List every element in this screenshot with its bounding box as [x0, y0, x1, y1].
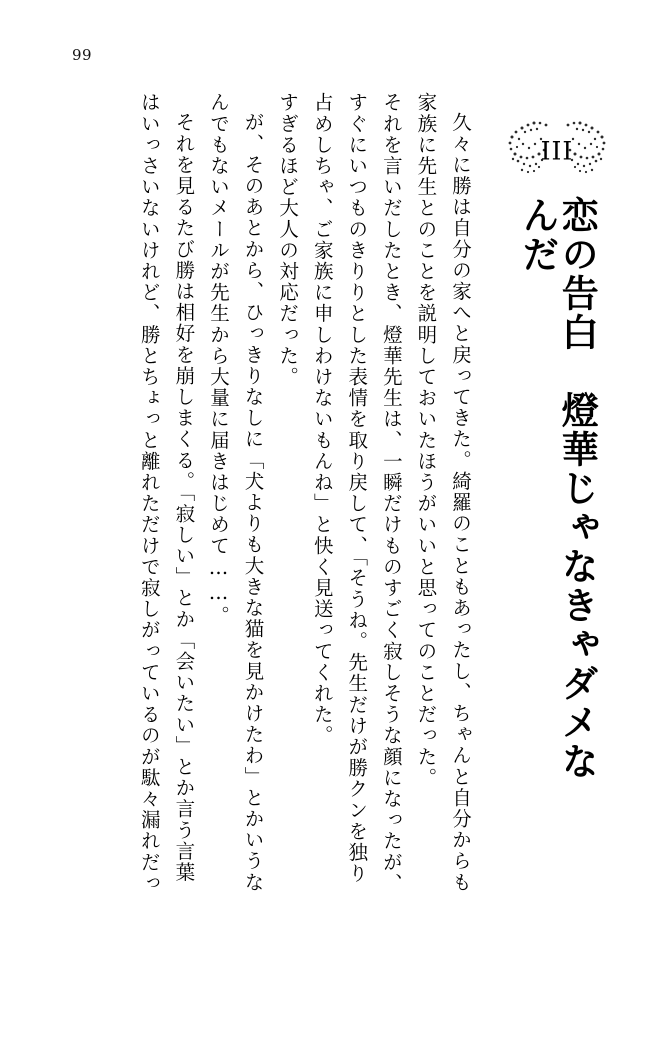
butterfly-icon — [492, 114, 622, 188]
text-column: それを見るたび勝は相好を崩しまくる。「寂しい」とか「会いたい」とか言う言葉 — [172, 112, 196, 883]
text-column: んでもないメールが先生から大量に届きはじめて……。 — [206, 92, 230, 627]
body-text — [130, 92, 476, 1020]
page-number: 99 — [72, 46, 93, 64]
chapter-title: 恋の告白 燈華じゃなきゃダメなんだ — [516, 196, 600, 781]
text-column: 占めしちゃ、ご家族に申しわけないもんね」と快く見送ってくれた。 — [310, 92, 334, 747]
text-column: が、そのあとから、ひっきりなしに「犬よりも大きな猫を見かけたわ」とかいうな — [241, 112, 265, 893]
text-column: 久々に勝は自分の家へと戻ってきた。綺羅のこともあったし、ちゃんと自分からも — [449, 112, 472, 893]
chapter-numeral: III — [540, 136, 574, 166]
page-content — [40, 92, 632, 1020]
chapter-header — [482, 92, 632, 816]
text-column: それを言いだしたとき、燈華先生は、一瞬だけものすごく寂しそうな顔になったが、 — [379, 92, 403, 894]
text-column: はいっさいないけれど、勝とちょっと離れただけで寂しがっているのが駄々漏れだっ — [137, 92, 161, 894]
text-column: すぎるほど大人の対応だった。 — [276, 92, 300, 388]
text-column: すぐにいつものきりりとした表情を取り戻して、「そうね。先生だけが勝クンを独り — [345, 92, 369, 885]
text-column: 家族に先生とのことを説明しておいたほうがいいと思ってのことだった。 — [414, 92, 438, 789]
